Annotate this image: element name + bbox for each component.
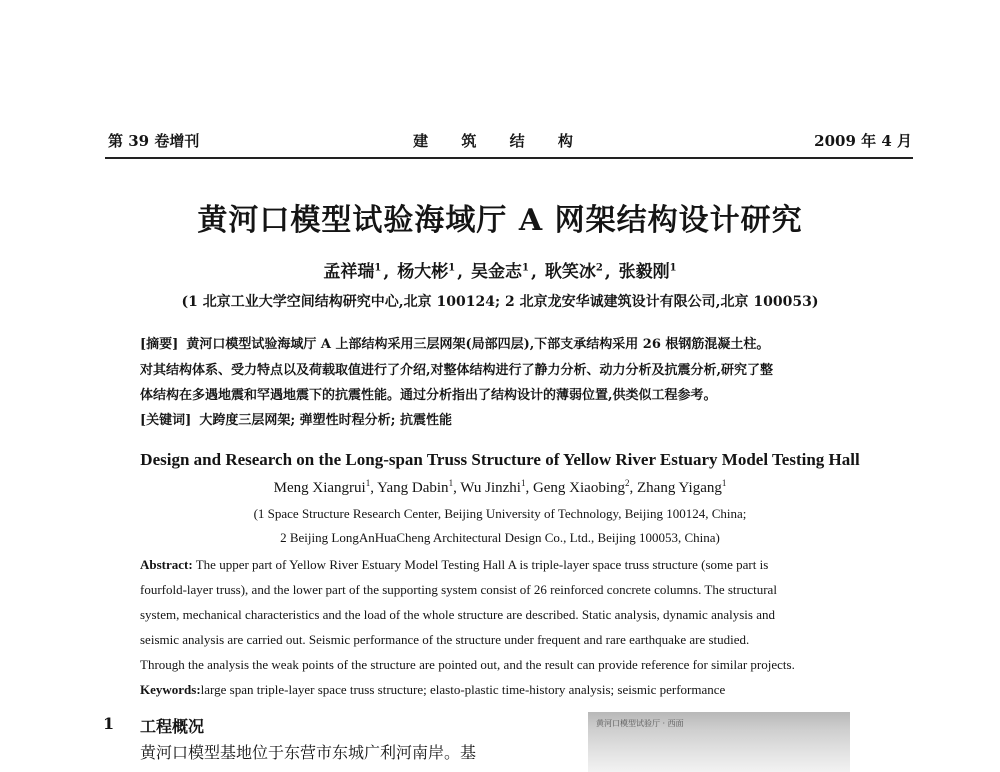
- author-en: Yang Dabin$^1$: [377, 478, 454, 496]
- keywords-en: Keywords:large span triple-layer space truss structure; elasto-plastic time-history analysis; seismic performance: [140, 682, 726, 697]
- body-text-line: 黄河口模型基地位于东营市东城广利河南岸。基: [140, 743, 477, 762]
- author-list-en: Meng Xiangrui$^1$, Yang Dabin$^1$, Wu Jinzhi$^1$, Geng Xiaobing$^2$, Zhang Yigang$^1$: [273, 478, 727, 496]
- keywords-en-label: Keywords:: [140, 682, 201, 697]
- issue-date: 2009 年 4 月: [814, 132, 912, 150]
- author-list-cn: 孟祥瑞$^1$ , 杨大彬$^1$ , 吴金志$^1$ , 耿笑冰$^2$ , 张毅刚$^1$: [323, 262, 677, 282]
- abstract-en-line: Abstract: The upper part of Yellow River Estuary Model Testing Hall A is triple-layer space truss structure (some part is: [140, 557, 769, 572]
- paper-title-en: Design and Research on the Long-span Truss Structure of Yellow River Estuary Model Testing Hall: [140, 450, 860, 469]
- abstract-en-line: seismic analysis are carried out. Seismic performance of the structure under frequent and rare earthquake are studied.: [140, 632, 750, 647]
- journal-volume: 第 39 卷增刊: [108, 132, 200, 150]
- author-cn: 张毅刚$^1$: [618, 262, 677, 282]
- journal-name: 建 筑 结 构: [413, 132, 587, 150]
- affiliation-en-line: 2 Beijing LongAnHuaCheng Architectural Design Co., Ltd., Beijing 100053, China): [280, 530, 720, 545]
- author-cn: 吴金志$^1$: [471, 262, 529, 282]
- section-number: 1: [103, 714, 115, 733]
- abstract-en-line: system, mechanical characteristics and the load of the whole structure are described. Static analysis, dynamic analysis and: [140, 607, 775, 622]
- abstract-en-label: Abstract:: [140, 557, 193, 572]
- abstract-cn-line: 体结构在多遇地震和罕遇地震下的抗震性能。通过分析指出了结构设计的薄弱位置,供类似工程参考。: [140, 388, 717, 403]
- author-en: Zhang Yigang$^1$: [637, 478, 727, 496]
- abstract-cn-line: 对其结构体系、受力特点以及荷载取值进行了介绍,对整体结构进行了静力分析、动力分析及抗震分析,研究了整: [140, 363, 774, 378]
- author-cn: 孟祥瑞$^1$: [323, 262, 382, 282]
- author-en: Wu Jinzhi$^1$: [460, 478, 526, 496]
- author-cn: 耿笑冰$^2$: [544, 262, 603, 282]
- building-photo: [588, 712, 850, 772]
- author-cn: 杨大彬$^1$: [397, 262, 456, 282]
- photo-caption: 黄河口模型试验厅 · 西面: [596, 719, 684, 728]
- author-en: Meng Xiangrui$^1$: [273, 478, 371, 496]
- affiliation-en-line: (1 Space Structure Research Center, Beijing University of Technology, Beijing 100124, China;: [253, 506, 747, 521]
- keywords-cn: [关键词] 大跨度三层网架; 弹塑性时程分析; 抗震性能: [140, 413, 452, 428]
- section-title: 工程概况: [140, 717, 205, 736]
- header-rule: [105, 157, 913, 159]
- affiliation-cn: (1 北京工业大学空间结构研究中心,北京 100124; 2 北京龙安华诚建筑设计有限公司,北京 100053): [181, 294, 819, 310]
- abstract-cn-label: [摘要]: [140, 337, 179, 352]
- paper-title-cn: 黄河口模型试验海域厅 A 网架结构设计研究: [197, 203, 803, 238]
- abstract-cn-line: [摘要] 黄河口模型试验海域厅 A 上部结构采用三层网架(局部四层),下部支承结构采用 26 根钢筋混凝土柱。: [140, 337, 770, 352]
- author-en: Geng Xiaobing$^2$: [532, 478, 630, 496]
- abstract-en-line: Through the analysis the weak points of the structure are pointed out, and the result can provide reference for similar projects.: [140, 657, 795, 672]
- keywords-cn-label: [关键词]: [140, 413, 192, 428]
- abstract-en-line: fourfold-layer truss), and the lower part of the supporting system consist of 26 reinforced concrete columns. The structural: [140, 582, 777, 597]
